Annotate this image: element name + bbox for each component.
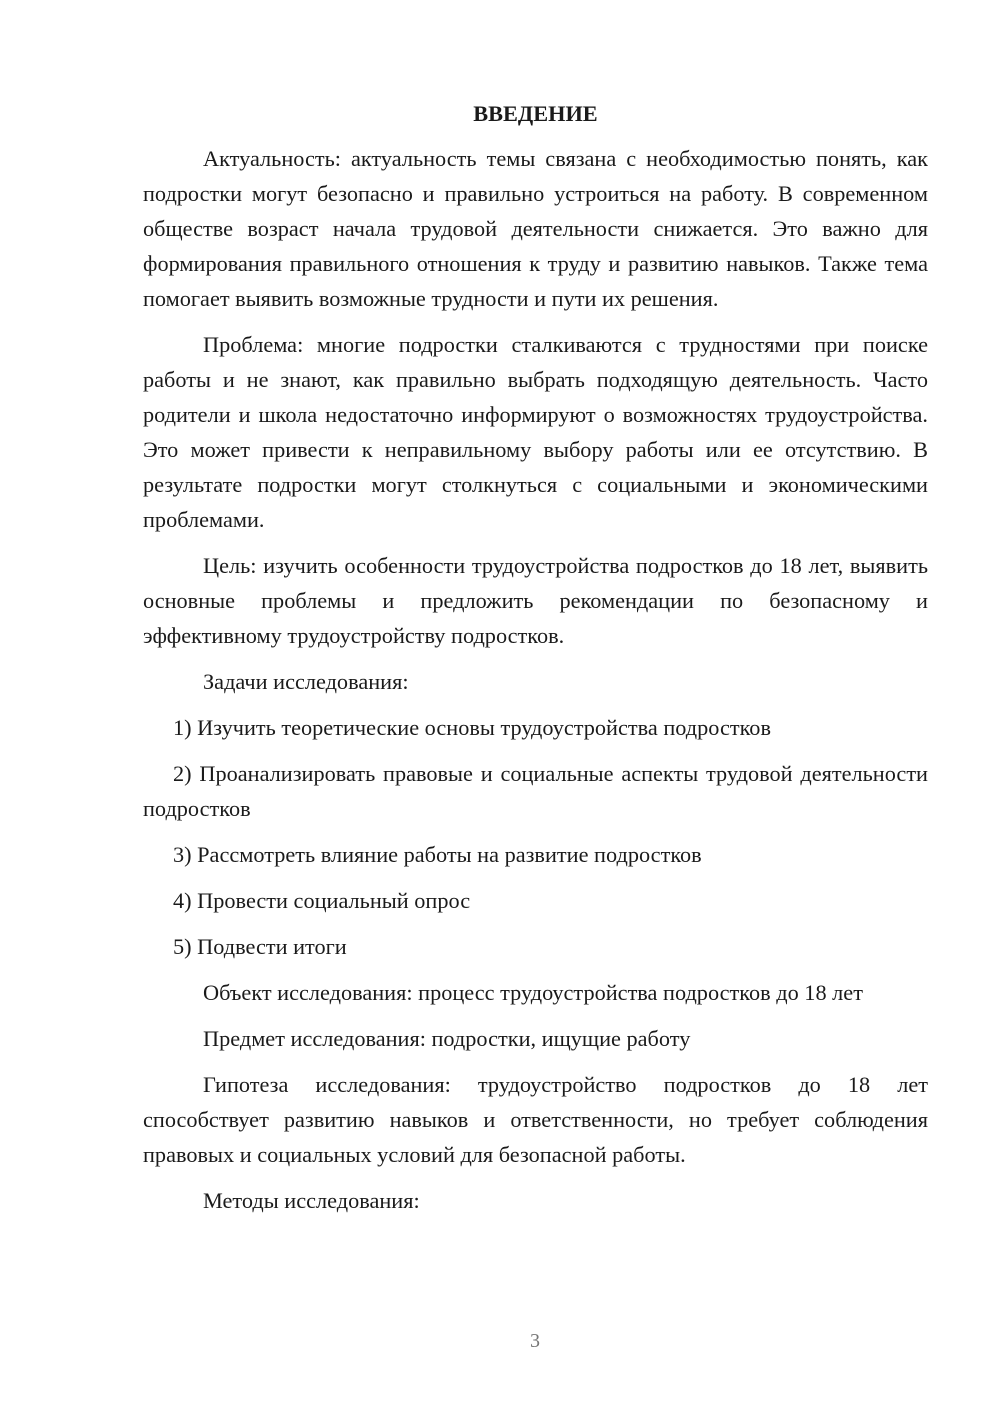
- task-item-4: 4) Провести социальный опрос: [173, 888, 471, 913]
- document-page: [143, 96, 928, 1229]
- section-heading: ВВЕДЕНИЕ: [473, 101, 598, 126]
- task-item-3: 3) Рассмотреть влияние работы на развитие подростков: [173, 842, 702, 867]
- page-number: 3: [530, 1330, 540, 1352]
- task-item-5: 5) Подвести итоги: [173, 934, 347, 959]
- methods-paragraph: Методы исследования:: [203, 1188, 420, 1213]
- goal-paragraph: Цель: изучить особенности трудоустройства подростков до 18 лет, выявить основные проблемы и предложить рекомендации по безопасному и эффективному трудоустройству подростков.: [143, 553, 928, 648]
- tasks-intro: Задачи исследования:: [203, 669, 409, 694]
- object-paragraph: Объект исследования: процесс трудоустройства подростков до 18 лет: [203, 980, 863, 1005]
- task-item-2: 2) Проанализировать правовые и социальные аспекты трудовой деятельности подростков: [143, 761, 928, 821]
- task-item-1: 1) Изучить теоретические основы трудоустройства подростков: [173, 715, 771, 740]
- hypothesis-paragraph: Гипотеза исследования: трудоустройство подростков до 18 лет способствует развитию навыков и ответственности, но требует соблюдения правовых и социальных условий для безопасной работы.: [143, 1072, 928, 1167]
- subject-paragraph: Предмет исследования: подростки, ищущие работу: [203, 1026, 691, 1051]
- relevance-paragraph: Актуальность: актуальность темы связана с необходимостью понять, как подростки могут безопасно и правильно устроиться на работу. В современном обществе возраст начала трудовой деятельности снижается. Это важно для формирования правильного отношения к труду и развитию навыков. Также тема помогает выявить возможные трудности и пути их решения.: [143, 146, 928, 311]
- problem-paragraph: Проблема: многие подростки сталкиваются с трудностями при поиске работы и не знают, как правильно выбрать подходящую деятельность. Часто родители и школа недостаточно информируют о возможностях трудоустройства. Это может привести к неправильному выбору работы или ее отсутствию. В результате подростки могут столкнуться с социальными и экономическими проблемами.: [143, 332, 928, 532]
